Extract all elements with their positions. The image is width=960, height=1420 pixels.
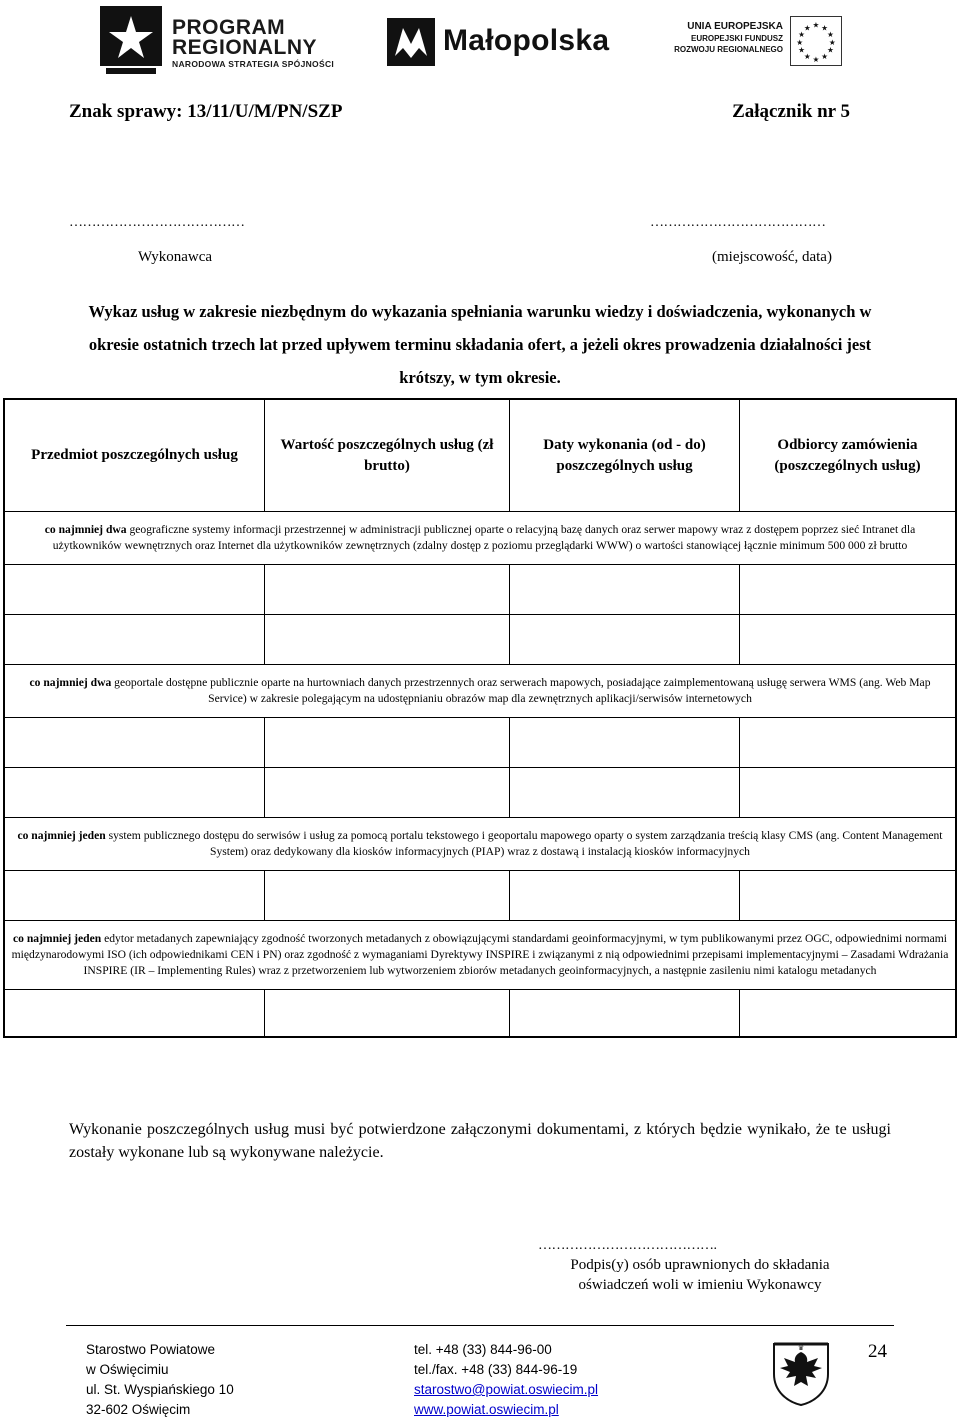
program-regionalny-logo: [100, 6, 360, 78]
program-logo-line2: REGIONALNY: [172, 36, 318, 59]
footer-address: [86, 1340, 234, 1420]
svg-text:★: ★: [821, 23, 829, 33]
cell-dates[interactable]: [510, 718, 740, 767]
malopolska-logo-text: Małopolska: [443, 24, 610, 57]
svg-text:★: ★: [803, 23, 811, 33]
svg-text:★: ★: [821, 52, 829, 62]
section-description: [5, 818, 955, 871]
address-line1: Starostwo Powiatowe: [86, 1342, 216, 1357]
place-date-dots: …………………………………: [650, 215, 826, 230]
section-description: [5, 665, 955, 718]
document-title: Wykaz usług w zakresie niezbędnym do wykazania spełniania warunku wiedzy i doświadczenia, wykonanych w okresie ostatnich trzech lat przed upływem terminu składania ofert, a jeżeli okres prowadzenia działalności jest krótszy, w tym okresie.: [88, 302, 872, 387]
table-row: [5, 615, 955, 665]
cell-recipients[interactable]: [740, 718, 955, 767]
eu-logo-line3: ROZWOJU REGIONALNEGO: [674, 45, 783, 54]
footer-divider: [66, 1325, 894, 1326]
footer-email-link[interactable]: starostwo@powiat.oswiecim.pl: [414, 1382, 599, 1397]
cell-subject[interactable]: [5, 768, 265, 817]
signature-dots: ………………………………….: [538, 1238, 717, 1253]
table-row: [5, 990, 955, 1036]
header-value: Wartość poszczególnych usług (zł brutto): [265, 400, 510, 511]
header-subject: Przedmiot poszczególnych usług: [5, 400, 265, 511]
cell-value[interactable]: [265, 718, 510, 767]
header-dates: Daty wykonania (od - do) poszczególnych usług: [510, 400, 740, 511]
svg-text:★: ★: [828, 37, 836, 47]
program-star-icon: [100, 6, 162, 78]
table-row: [5, 871, 955, 921]
cell-value[interactable]: [265, 990, 510, 1036]
cell-subject[interactable]: [5, 565, 265, 614]
contractor-label: Wykonawca: [138, 249, 213, 265]
section-text: edytor metadanych zapewniający zgodność tworzonych metadanych z obowiązującymi standardami geoinformacyjnymi, w tym publikowanymi przez OGC, odpowiednimi normami międzynarodowymi ISO (ich odpowiednikami CEN i PN) oraz zgodność z wymaganiami Dyrektywy INSPIRE i związanymi z nią odpowiednimi przepisami implementacyjnymi – Zasadami Wdrażania INSPIRE (IR – Implementing Rules) wraz z przetworzeniem lub wytworzeniem zbiorów metadanych geoinformacyjnych, a następnie zasileniu nimi katalogu metadanych: [11, 932, 949, 977]
table-row: [5, 768, 955, 818]
cell-value[interactable]: [265, 768, 510, 817]
cell-subject[interactable]: [5, 990, 265, 1036]
section-lead: co najmniej dwa: [44, 523, 127, 536]
address-line2: w Oświęcimiu: [86, 1362, 169, 1377]
cell-dates[interactable]: [510, 990, 740, 1036]
cell-subject[interactable]: [5, 871, 265, 920]
contractor-dots: …………………………………: [69, 215, 245, 230]
svg-text:★: ★: [798, 45, 806, 55]
footer-contact: [414, 1340, 598, 1420]
signature-line1: Podpis(y) osób uprawnionych do składania: [570, 1257, 830, 1273]
eu-logo: [660, 16, 870, 66]
section-lead: co najmniej jeden: [12, 932, 102, 945]
cell-value[interactable]: [265, 615, 510, 664]
cell-recipients[interactable]: [740, 871, 955, 920]
cell-value[interactable]: [265, 871, 510, 920]
cell-dates[interactable]: [510, 565, 740, 614]
malopolska-emblem-icon: [385, 16, 437, 68]
annex-number: Załącznik nr 5: [732, 101, 850, 122]
cell-recipients[interactable]: [740, 615, 955, 664]
logo-header: [0, 0, 960, 85]
footer-web-link[interactable]: www.powiat.oswiecim.pl: [414, 1402, 559, 1417]
cell-value[interactable]: [265, 565, 510, 614]
section-text: geograficzne systemy informacji przestrzennej w administracji publicznej oparte o relacyjną bazę danych oraz serwer mapowy wraz z dostępem poprzez sieć Intranet dla użytkowników wewnętrznych oraz Internet dla użytkowników zewnętrznych (zdalny dostęp z poziomu przeglądarki WWW) o wartości stanowiącej łącznie minimum 500 000 zł brutto: [52, 523, 916, 552]
case-reference: Znak sprawy: 13/11/U/M/PN/SZP: [69, 101, 343, 122]
section-description: [5, 921, 955, 990]
address-line4: 32-602 Oświęcim: [86, 1402, 191, 1417]
svg-text:★: ★: [796, 37, 804, 47]
program-logo-line1: PROGRAM: [172, 16, 286, 39]
svg-text:★: ★: [798, 30, 806, 40]
cell-dates[interactable]: [510, 871, 740, 920]
page-number: 24: [868, 1341, 887, 1362]
cell-recipients[interactable]: [740, 768, 955, 817]
cell-subject[interactable]: [5, 718, 265, 767]
place-date-label: (miejscowość, data): [712, 249, 832, 265]
confirmation-note: Wykonanie poszczególnych usług musi być potwierdzone załączonymi dokumentami, z których będzie wynikało, że te usługi zostały wykonane lub są wykonywane należycie.: [69, 1121, 891, 1161]
signature-block: [540, 1255, 860, 1295]
table-row: [5, 565, 955, 615]
malopolska-logo: [385, 12, 635, 70]
svg-text:★: ★: [826, 30, 834, 40]
eu-logo-line1: UNIA EUROPEJSKA: [687, 21, 783, 32]
address-line3: ul. St. Wyspiańskiego 10: [86, 1382, 234, 1397]
section-text: geoportale dostępne publicznie oparte na hurtowniach danych przestrzennych oraz serwerach mapowych, posiadające zaimplementowaną usługę serwera WMS (ang. Web Map Service) w zakresie polegającym na udostępnianiu obrazów map dla zewnętrznych aplikacji/serwisów internetowych: [111, 676, 931, 705]
section-lead: co najmniej dwa: [29, 676, 112, 689]
table-header-row: [5, 400, 955, 512]
eu-logo-line2: EUROPEJSKI FUNDUSZ: [690, 34, 783, 43]
section-text: system publicznego dostępu do serwisów i usług za pomocą portalu tekstowego i geoportalu mapowego oparty o system zarządzania treścią klasy CMS (ang. Content Management System) oraz dedykowany dla kiosków informacyjnych (PIAP) wraz z dostawą i instalacją kiosków informacyjnych: [105, 829, 943, 858]
svg-text:★: ★: [812, 55, 820, 65]
footer-phone: tel. +48 (33) 844-96-00: [414, 1342, 552, 1357]
table-row: [5, 718, 955, 768]
section-description: [5, 512, 955, 565]
county-crest-icon: [770, 1340, 832, 1406]
header-recipients: Odbiorcy zamówienia (poszczególnych usług): [774, 436, 921, 474]
services-table: [3, 398, 957, 1038]
section-lead: co najmniej jeden: [17, 829, 106, 842]
footer-fax: tel./fax. +48 (33) 844-96-19: [414, 1362, 578, 1377]
eu-flag-icon: [790, 16, 842, 66]
svg-text:★: ★: [812, 20, 820, 30]
program-logo-line3: NARODOWA STRATEGIA SPÓJNOŚCI: [172, 59, 335, 69]
cell-dates[interactable]: [510, 615, 740, 664]
svg-text:♛: ♛: [797, 1344, 805, 1352]
cell-subject[interactable]: [5, 615, 265, 664]
svg-text:★: ★: [803, 52, 811, 62]
svg-text:★: ★: [826, 45, 834, 55]
cell-dates[interactable]: [510, 768, 740, 817]
cell-recipients[interactable]: [740, 565, 955, 614]
cell-recipients[interactable]: [740, 990, 955, 1036]
signature-line2: oświadczeń woli w imieniu Wykonawcy: [578, 1277, 822, 1293]
